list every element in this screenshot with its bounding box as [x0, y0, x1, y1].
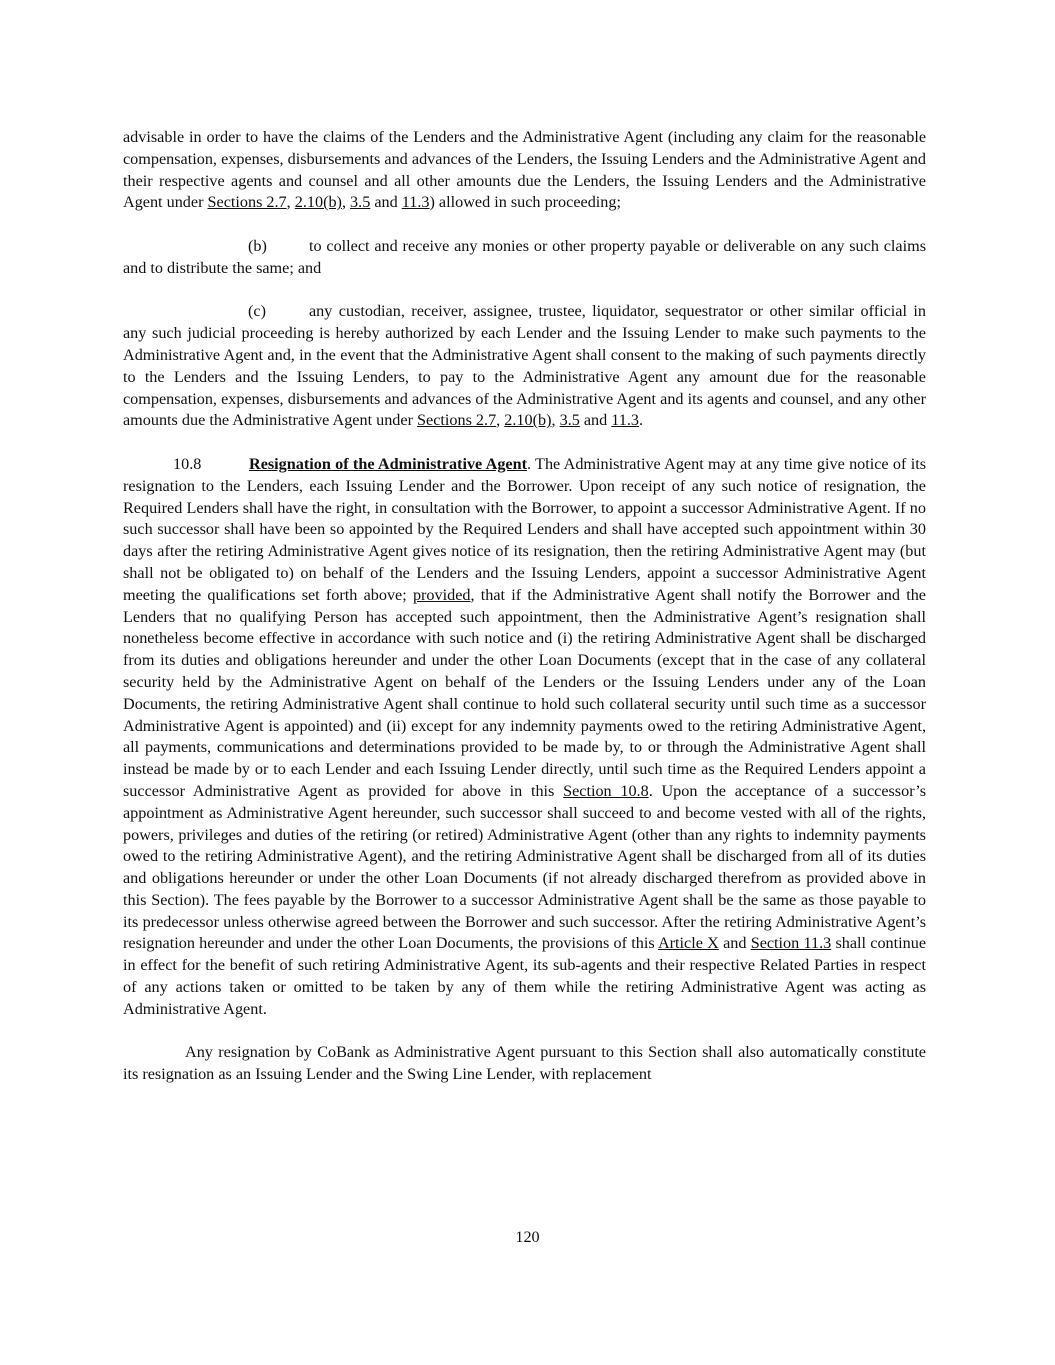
section-ref: 11.3 — [401, 193, 430, 212]
section-ref: Article X — [657, 934, 719, 953]
section-heading: Resignation of the Administrative Agent — [249, 454, 527, 473]
section-ref: Sections 2.7 — [207, 193, 287, 212]
defined-term: provided — [412, 585, 471, 604]
page-number: 120 — [515, 1228, 540, 1246]
clause-label: (b) — [248, 236, 267, 255]
clause-label: (c) — [248, 302, 266, 321]
paragraph-continuation: advisable in order to have the claims of the Lenders and the Administrative Agent (including any claim for the reasonable compensation, expenses, disbursements and advances of the Lenders, the Issuing Lenders and the Administrative Agent and their respective agents and counsel and all other amounts due the Lenders, the Issuing Lenders and the Administrative Agent under Sections 2.7, 2.10(b), 3.5 and 11.3) allowed in such proceeding; — [123, 128, 926, 212]
section-ref: 3.5 — [559, 411, 580, 430]
paragraph-cobank-resignation: Any resignation by CoBank as Administrative Agent pursuant to this Section shall also automatically constitute its resignation as an Issuing Lender and the Swing Line Lender, with replacement — [123, 1043, 926, 1084]
section-number: 10.8 — [173, 454, 202, 473]
clause-b: (b) to collect and receive any monies or other property payable or deliverable on any such claims and to distribute the same; and — [123, 236, 926, 277]
clause-c: (c) any custodian, receiver, assignee, trustee, liquidator, sequestrator or other similar official in any such judicial proceeding is hereby authorized by each Lender and the Issuing Lender to make such payments to the Administrative Agent and, in the event that the Administrative Agent shall consent to the making of such payments directly to the Lenders and the Issuing Lenders, to pay to the Administrative Agent any amount due for the reasonable compensation, expenses, disbursements and advances of the Administrative Agent and its agents and counsel, and any other amounts due the Administrative Agent under Sections 2.7, 2.10(b), 3.5 and 11.3. — [123, 302, 926, 430]
section-10-8: 10.8 Resignation of the Administrative Agent. The Administrative Agent may at any time give notice of its resignation to the Lenders, each Issuing Lender and the Borrower. Upon receipt of any such notice of resignation, the Required Lenders shall have the right, in consultation with the Borrower, to appoint a successor Administrative Agent. If no such successor shall have been so appointed by the Required Lenders and shall have accepted such appointment within 30 days after the retiring Administrative Agent gives notice of its resignation, then the retiring Administrative Agent may (but shall not be obligated to) on behalf of the Lenders and the Issuing Lenders, appoint a successor Administrative Agent meeting the qualifications set forth above; provided, that if the Administrative Agent shall notify the Borrower and the Lenders that no qualifying Person has accepted such appointment, then the Administrative Agent’s resignation shall nonetheless become effective in accordance with such notice and (i) the retiring Administrative Agent shall be discharged from its duties and obligations hereunder and under the other Loan Documents (except that in the case of any collateral security held by the Administrative Agent on behalf of the Lenders or the Issuing Lenders under any of the Loan Documents, the retiring Administrative Agent shall continue to hold such collateral security until such time as a successor Administrative Agent is appointed) and (ii) except for any indemnity payments owed to the retiring Administrative Agent, all payments, communications and determinations provided to be made by, to or through the Administrative Agent shall instead be made by or to each Lender and each Issuing Lender directly, until such time as the Required Lenders appoint a successor Administrative Agent as provided for above in this Section 10.8. Upon the acceptance of a successor’s appointment as Administrative Agent hereunder, such successor shall succeed to and become vested with all of the rights, powers, privileges and duties of the retiring (or retired) Administrative Agent (other than any rights to indemnity payments owed to the retiring Administrative Agent), and the retiring Administrative Agent shall be discharged from all of its duties and obligations hereunder or under the other Loan Documents (if not already discharged therefrom as provided above in this Section). The fees payable by the Borrower to a successor Administrative Agent shall be the same as those payable to its predecessor unless otherwise agreed between the Borrower and such successor. After the retiring Administrative Agent’s resignation hereunder and under the other Loan Documents, the provisions of this Article X and Section 11.3 shall continue in effect for the benefit of such retiring Administrative Agent, its sub-agents and their respective Related Parties in respect of any actions taken or omitted to be taken by any of them while the retiring Administrative Agent was acting as Administrative Agent. — [123, 454, 926, 1018]
section-ref: 2.10(b) — [294, 193, 342, 212]
document-body — [123, 127, 926, 1108]
section-ref: 11.3 — [611, 411, 639, 430]
section-ref: Section 11.3 — [750, 934, 832, 953]
section-ref: 3.5 — [350, 193, 371, 212]
section-ref: Sections 2.7 — [417, 411, 497, 430]
section-ref: 2.10(b) — [504, 411, 552, 430]
section-ref: Section 10.8 — [563, 781, 649, 800]
